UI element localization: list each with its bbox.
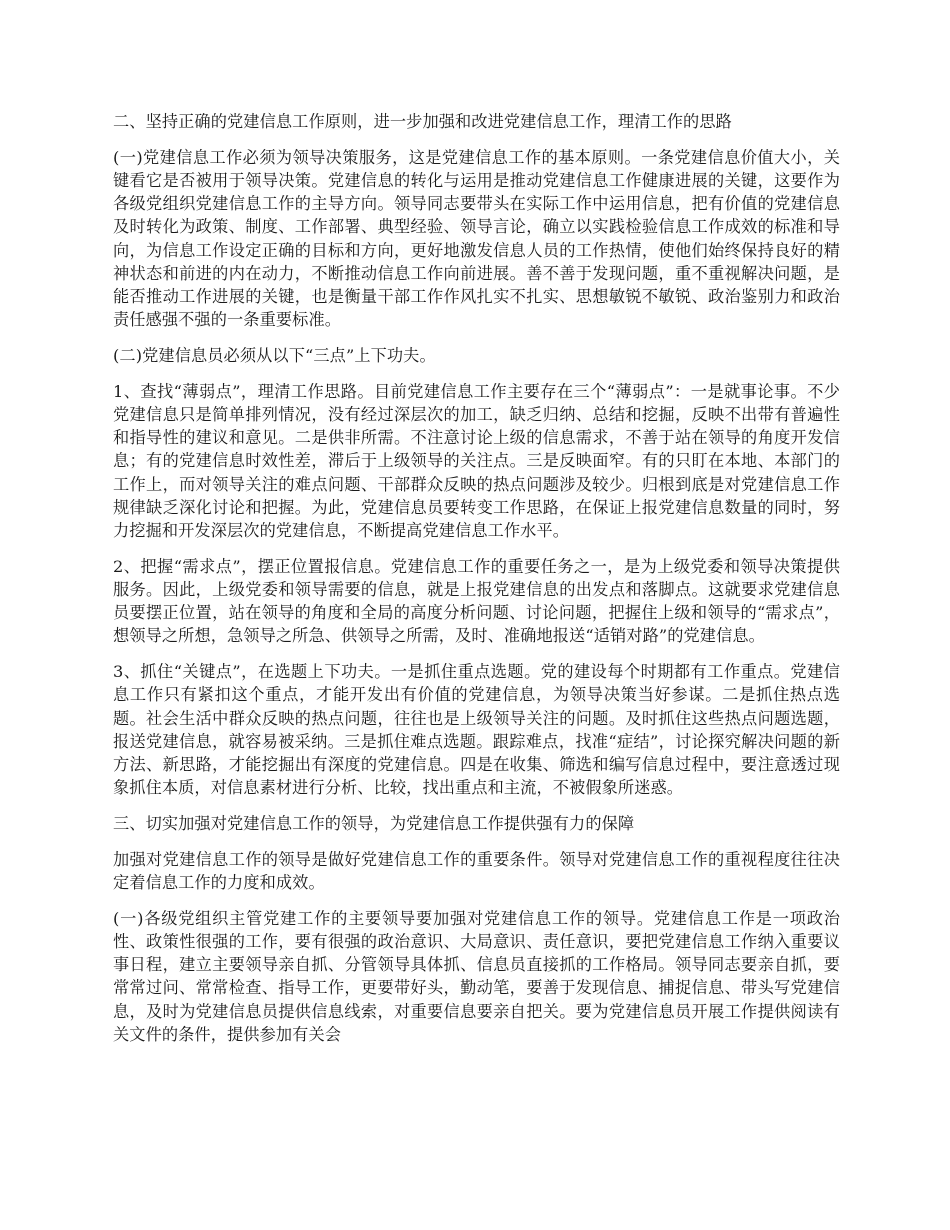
paragraph-leadership-one: (一)各级党组织主管党建工作的主要领导要加强对党建信息工作的领导。党建信息工作是一项政治性、政策性很强的工作，要有很强的政治意识、大局意识、责任意识，要把党建信息工作纳入重要议事日程，建立主要领导亲自抓、分管领导具体抓、信息员直接抓的工作格局。领导同志要亲自抓，要常常过问、常常检查、指导工作，更要带好头，勤动笔，要善于发现信息、捕捉信息、带头写党建信息，及时为党建信息员提供信息线索，对重要信息要亲自把关。要为党建信息员开展工作提供阅读有关文件的条件，提供参加有关会 — [113, 908, 840, 1044]
paragraph-key-points: 3、抓住“关键点”，在选题上下功夫。一是抓住重点选题。党的建设每个时期都有工作重点。党建信息工作只有紧扣这个重点，才能开发出有价值的党建信息，为领导决策当好参谋。二是抓住热点选题。社会生活中群众反映的热点问题，往往也是上级领导关注的问题。及时抓住这些热点问题选题，报送党建信息，就容易被采纳。三是抓住难点选题。跟踪难点，找准“症结”，讨论探究解决问题的新方法、新思路，才能挖掘出有深度的党建信息。四是在收集、筛选和编写信息过程中，要注意透过现象抓住本质，对信息素材进行分析、比较，找出重点和主流，不被假象所迷惑。 — [113, 662, 840, 798]
section-heading-two: 二、坚持正确的党建信息工作原则，进一步加强和改进党建信息工作，理清工作的思路 — [113, 112, 732, 131]
paragraph-principle-one: (一)党建信息工作必须为领导决策服务，这是党建信息工作的基本原则。一条党建信息价值大小，关键看它是否被用于领导决策。党建信息的转化与运用是推动党建信息工作健康进展的关键，这要作为各级党组织党建信息工作的主导方向。领导同志要带头在实际工作中运用信息，把有价值的党建信息及时转化为政策、制度、工作部署、典型经验、领导言论，确立以实践检验信息工作成效的标准和导向，为信息工作设定正确的目标和方向，更好地激发信息人员的工作热情，使他们始终保持良好的精神状态和前进的内在动力，不断推动信息工作向前进展。善不善于发现问题，重不重视解决问题，是能否推动工作进展的关键，也是衡量干部工作作风扎实不扎实、思想敏锐不敏锐、政治鉴别力和政治责任感强不强的一条重要标准。 — [113, 147, 840, 330]
paragraph-leadership-intro: 加强对党建信息工作的领导是做好党建信息工作的重要条件。领导对党建信息工作的重视程度往往决定着信息工作的力度和成效。 — [113, 849, 840, 893]
document-page — [113, 110, 840, 1059]
section-heading-three: 三、切实加强对党建信息工作的领导，为党建信息工作提供强有力的保障 — [113, 814, 635, 834]
paragraph-weak-points: 1、查找“薄弱点”，理清工作思路。目前党建信息工作主要存在三个“薄弱点”：一是就事论事。不少党建信息只是简单排列情况，没有经过深层次的加工，缺乏归纳、总结和挖掘，反映不出带有普遍性和指导性的建议和意见。二是供非所需。不注意讨论上级的信息需求，不善于站在领导的角度开发信息；有的党建信息时效性差，滞后于上级领导的关注点。三是反映面窄。有的只盯在本地、本部门的工作上，而对领导关注的难点问题、干部群众反映的热点问题涉及较少。归根到底是对党建信息工作规律缺乏深化讨论和把握。为此，党建信息员要转变工作思路，在保证上报党建信息数量的同时，努力挖掘和开发深层次的党建信息，不断提高党建信息工作水平。 — [113, 381, 840, 541]
paragraph-demand-points: 2、把握“需求点”，摆正位置报信息。党建信息工作的重要任务之一，是为上级党委和领导决策提供服务。因此，上级党委和领导需要的信息，就是上报党建信息的出发点和落脚点。这就要求党建信息员要摆正位置，站在领导的角度和全局的高度分析问题、讨论问题，把握住上级和领导的“需求点”，想领导之所想，急领导之所急、供领导之所需，及时、准确地报送“适销对路”的党建信息。 — [113, 556, 840, 646]
paragraph-principle-two: (二)党建信息员必须从以下“三点”上下功夫。 — [113, 346, 436, 366]
